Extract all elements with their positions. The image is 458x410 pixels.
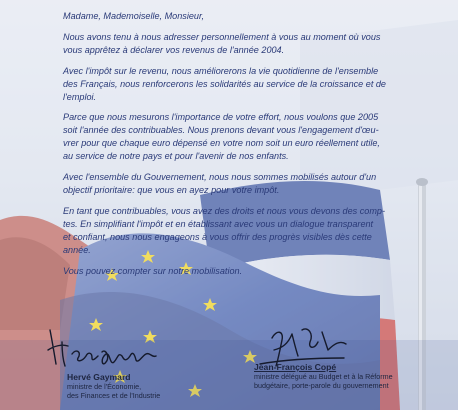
paragraph-line: Avec l'ensemble du Gouvernement, nous nous sommes mobilisés autour d'un	[63, 172, 377, 183]
paragraph-1	[63, 31, 453, 57]
paragraph-5	[63, 205, 453, 257]
signatory-role: ministre de l'Économie,	[67, 382, 142, 391]
paragraph-line: Parce que nous mesurons l'importance de votre effort, nous voulons que 2005	[63, 112, 379, 123]
signatory-cope	[254, 362, 393, 390]
paragraph-2	[63, 65, 453, 104]
paragraph-line: au service de notre pays et pour l'avenir de nos enfants.	[63, 151, 289, 162]
paragraph-3	[63, 111, 453, 163]
paragraph-line: année.	[63, 244, 91, 255]
signatory-name: Hervé Gaymard	[67, 372, 131, 382]
signature-gaymard	[44, 322, 164, 372]
letter-body	[63, 10, 453, 285]
signatory-role: des Finances et de l'Industrie	[67, 391, 161, 400]
paragraph-line: vous apprêtez à déclarer vos revenus de l'année 2004.	[63, 44, 285, 55]
paragraph-line: vrer pour que chaque euro dépensé en votre nom soit un euro réellement utile,	[63, 138, 380, 149]
paragraph-line: l'emploi.	[63, 91, 97, 102]
paragraph-line: Vous pouvez compter sur notre mobilisation.	[63, 265, 243, 276]
greeting: Madame, Mademoiselle, Monsieur,	[63, 11, 205, 21]
paragraph-line: Nous avons tenu à nous adresser personnellement à vous au moment où vous	[63, 31, 381, 42]
paragraph-line: En tant que contribuables, vous avez des droits et nous vous devons des comp-	[63, 205, 386, 216]
signatory-role: budgétaire, porte-parole du gouvernement	[254, 381, 389, 390]
paragraph-line: tes. En simplifiant l'impôt et en établissant avec vous un dialogue transparent	[63, 218, 374, 229]
paragraph-line: objectif prioritaire: que vous en ayez pour votre impôt.	[63, 184, 280, 195]
paragraph-4	[63, 171, 453, 197]
paragraph-6	[63, 265, 453, 278]
paragraph-line: Avec l'impôt sur le revenu, nous améliorerons la vie quotidienne de l'ensemble	[63, 65, 379, 76]
paragraph-line: des Français, nous renforcerons les solidarités au service de la croissance et de	[63, 78, 386, 89]
paragraph-line: soit l'année des contribuables. Nous prenons devant vous l'engagement d'œu-	[63, 125, 379, 136]
signatory-role: ministre délégué au Budget et à la Réforme	[254, 372, 393, 381]
paragraph-line: et confiant, nous nous engageons à vous offrir des progrès visibles dès cette	[63, 231, 372, 242]
signatory-gaymard	[67, 372, 160, 400]
signatory-name: Jean-François Copé	[254, 362, 337, 372]
